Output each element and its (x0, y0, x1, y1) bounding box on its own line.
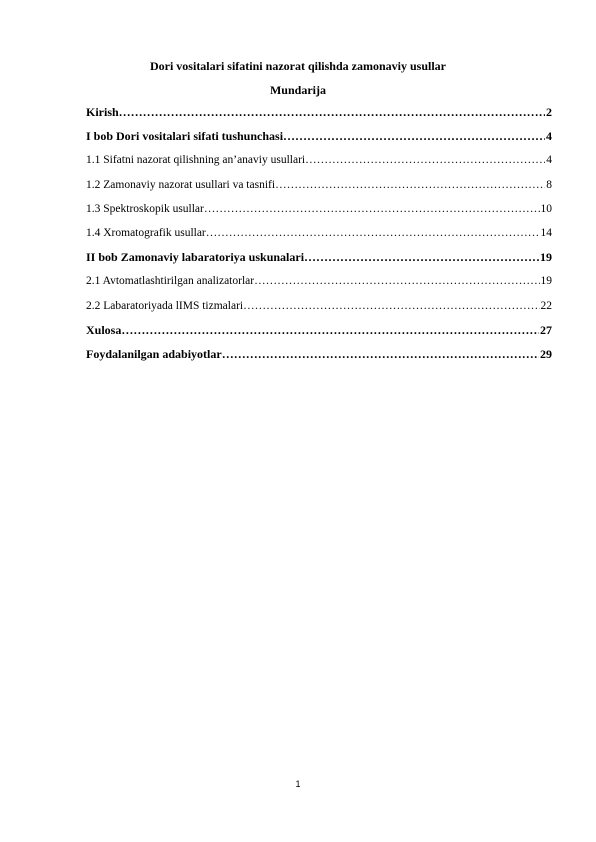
toc-dot-leader (254, 273, 539, 289)
toc-entry-page: 8 (546, 178, 552, 191)
toc-dot-leader (304, 249, 539, 265)
toc-entry-chapter-2[interactable] (86, 249, 552, 273)
toc-entry-page: 14 (540, 226, 552, 239)
toc-dot-leader (121, 322, 539, 338)
toc-dot-leader (283, 128, 545, 144)
toc-entry-page: 2 (546, 105, 552, 119)
toc-dot-leader (119, 104, 545, 120)
toc-entry-section-1-1[interactable] (86, 152, 552, 176)
toc-entry-label: Kirish (86, 105, 119, 119)
toc-entry-section-2-1[interactable] (86, 273, 552, 297)
toc-heading: Mundarija (269, 83, 326, 97)
table-of-contents (86, 104, 552, 370)
toc-entry-label: 1.2 Zamonaviy nazorat usullari va tasnifi (86, 178, 276, 191)
toc-entry-page: 29 (540, 346, 552, 361)
toc-entry-label: 1.4 Xromatografik usullar (86, 226, 206, 239)
toc-entry-page: 4 (546, 154, 552, 167)
toc-entry-section-1-2[interactable] (86, 177, 552, 201)
toc-entry-chapter-1[interactable] (86, 128, 552, 152)
toc-entry-label: Foydalanilgan adabiyotlar (86, 346, 222, 361)
toc-dot-leader (206, 225, 540, 241)
toc-entry-label: 2.1 Avtomatlashtirilgan analizatorlar (86, 275, 255, 288)
toc-entry-page: 10 (540, 202, 552, 215)
toc-entry-section-1-4[interactable] (86, 225, 552, 249)
toc-dot-leader (275, 177, 545, 193)
toc-entry-label: I bob Dori vositalari sifati tushunchasi (86, 129, 284, 144)
toc-entry-section-2-2[interactable] (86, 298, 552, 322)
toc-dot-leader (305, 152, 545, 168)
toc-entry-xulosa[interactable] (86, 322, 552, 346)
toc-entry-page: 22 (540, 299, 552, 312)
toc-entry-label: II bob Zamonaviy labaratoriya uskunalari (86, 250, 305, 265)
page-number: 1 (295, 779, 301, 789)
toc-entry-kirish[interactable] (86, 104, 552, 128)
toc-entry-page: 19 (540, 275, 552, 288)
toc-entry-section-1-3[interactable] (86, 201, 552, 225)
toc-entry-page: 4 (546, 129, 552, 144)
toc-entry-page: 27 (540, 322, 552, 337)
toc-dot-leader (243, 298, 539, 314)
document-title: Dori vositalari sifatini nazorat qilishda zamonaviy usullar (149, 59, 446, 73)
toc-entry-label: Xulosa (86, 322, 122, 337)
toc-entry-label: 1.1 Sifatni nazorat qilishning an’anaviy usullari (86, 154, 306, 167)
toc-entry-label: 2.2 Labaratoriyada lIMS tizmalari (86, 299, 244, 312)
toc-dot-leader (222, 346, 539, 362)
toc-entry-references[interactable] (86, 346, 552, 370)
toc-dot-leader (204, 201, 540, 217)
toc-entry-label: 1.3 Spektroskopik usullar (86, 202, 204, 215)
toc-entry-page: 19 (540, 250, 552, 265)
